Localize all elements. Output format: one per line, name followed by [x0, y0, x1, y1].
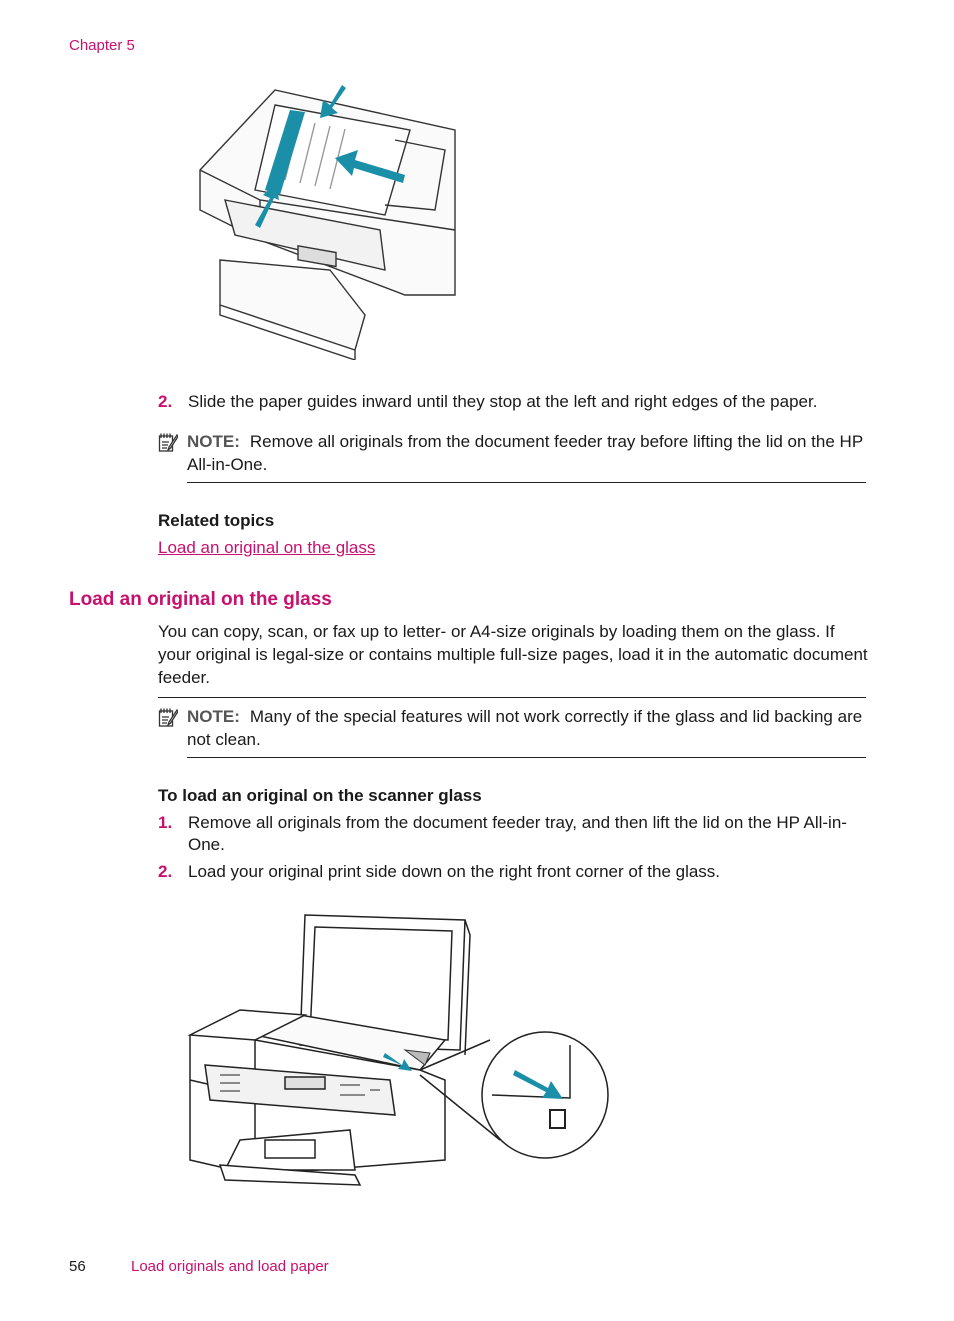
note-label: NOTE: [187, 707, 240, 726]
footer-section: Load originals and load paper [131, 1258, 329, 1275]
step-text: Slide the paper guides inward until they stop at the left and right edges of the paper. [188, 392, 818, 411]
scanner-glass-illustration [180, 905, 620, 1195]
note-divider [187, 482, 866, 483]
step-number: 2. [158, 392, 173, 411]
related-topics-title: Related topics [158, 511, 275, 530]
related-link-load-glass[interactable]: Load an original on the glass [158, 538, 376, 557]
note-feeder [158, 430, 866, 478]
note-pad-icon [158, 432, 178, 452]
section-heading: Load an original on the glass [69, 589, 332, 610]
page-number: 56 [69, 1258, 86, 1275]
step-2 [158, 391, 870, 413]
step-text: Remove all originals from the document feeder tray, and then lift the lid on the HP All-in-One. [188, 813, 847, 854]
step-number: 1. [158, 813, 173, 832]
step-1 [158, 812, 870, 856]
step-2 [158, 861, 870, 883]
note-glass [158, 705, 866, 753]
step-text: Load your original print side down on the right front corner of the glass. [188, 862, 721, 881]
note-pad-icon [158, 707, 178, 727]
document-feeder-illustration [180, 80, 470, 360]
chapter-label: Chapter 5 [69, 37, 135, 54]
note-divider-top [158, 697, 866, 698]
intro-paragraph: You can copy, scan, or fax up to letter- or A4-size originals by loading them on the glass. If your original is legal-size or contains multiple full-size pages, load it in the automatic document feeder. [158, 622, 868, 687]
note-label: NOTE: [187, 432, 240, 451]
note-divider [187, 757, 866, 758]
procedure-title: To load an original on the scanner glass [158, 786, 482, 805]
step-number: 2. [158, 862, 173, 881]
note-text: Remove all originals from the document feeder tray before lifting the lid on the HP All-in-One. [187, 432, 863, 474]
note-text: Many of the special features will not work correctly if the glass and lid backing are not clean. [187, 707, 863, 749]
